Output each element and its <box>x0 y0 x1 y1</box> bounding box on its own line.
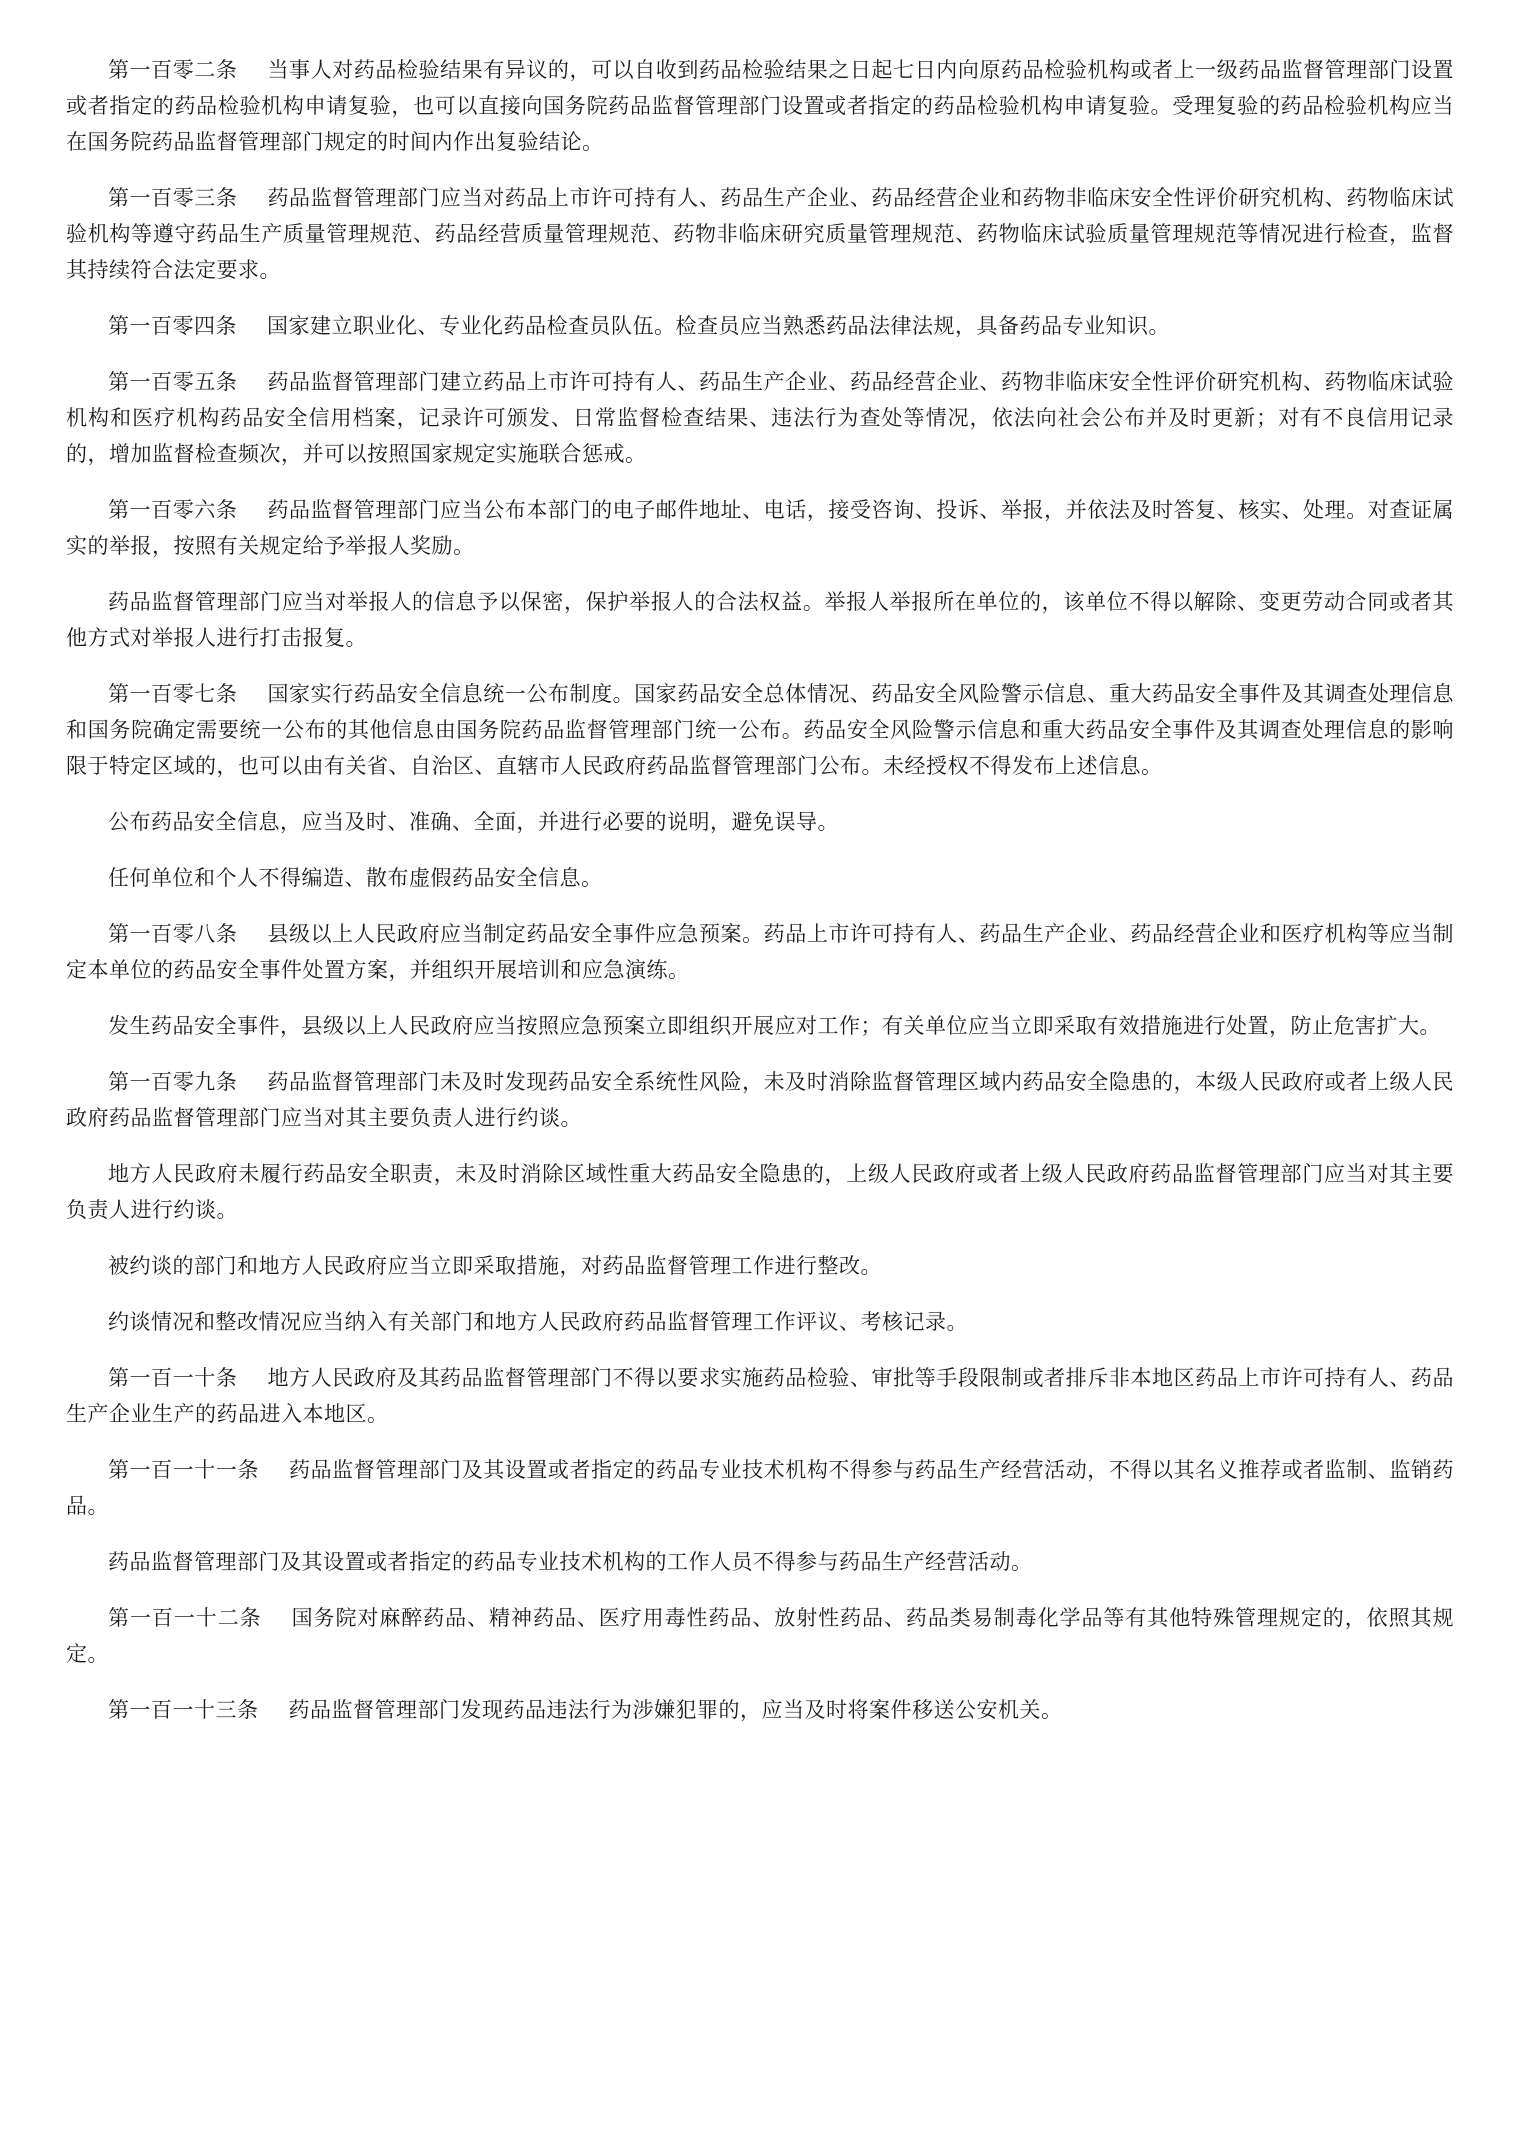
paragraph-text: 国务院对麻醉药品、精神药品、医疗用毒性药品、放射性药品、药品类易制毒化学品等有其他特殊管理规定的，依照其规定。 <box>66 1606 1455 1666</box>
paragraph-text: 任何单位和个人不得编造、散布虚假药品安全信息。 <box>108 866 603 890</box>
paragraph-text: 地方人民政府及其药品监督管理部门不得以要求实施药品检验、审批等手段限制或者排斥非本地区药品上市许可持有人、药品生产企业生产的药品进入本地区。 <box>66 1366 1454 1426</box>
paragraph-text: 药品监督管理部门及其设置或者指定的药品专业技术机构不得参与药品生产经营活动，不得以其名义推荐或者监制、监销药品。 <box>66 1458 1455 1518</box>
paragraph-text: 国家实行药品安全信息统一公布制度。国家药品安全总体情况、药品安全风险警示信息、重大药品安全事件及其调查处理信息和国务院确定需要统一公布的其他信息由国务院药品监督管理部门统一公布。药品安全风险警示信息和重大药品安全事件及其调查处理信息的影响限于特定区域的，也可以由有关省、自治区、直辖市人民政府药品监督管理部门公布。未经授权不得发布上述信息。 <box>66 682 1454 778</box>
article-number: 第一百零八条 <box>108 922 238 946</box>
paragraph-text: 县级以上人民政府应当制定药品安全事件应急预案。药品上市许可持有人、药品生产企业、药品经营企业和医疗机构等应当制定本单位的药品安全事件处置方案，并组织开展培训和应急演练。 <box>66 922 1454 982</box>
paragraph-text: 发生药品安全事件，县级以上人民政府应当按照应急预案立即组织开展应对工作；有关单位应当立即采取有效措施进行处置，防止危害扩大。 <box>108 1014 1441 1038</box>
paragraph-article-108-clause-2 <box>66 1008 1454 1044</box>
paragraph-article-106 <box>66 492 1454 564</box>
paragraph-text: 药品监督管理部门应当公布本部门的电子邮件地址、电话，接受咨询、投诉、举报，并依法及时答复、核实、处理。对查证属实的举报，按照有关规定给予举报人奖励。 <box>66 498 1454 558</box>
paragraph-article-109-clause-3 <box>66 1248 1454 1284</box>
paragraph-article-105 <box>66 364 1454 472</box>
paragraph-article-113 <box>66 1692 1454 1728</box>
article-number: 第一百一十条 <box>108 1366 238 1390</box>
paragraph-article-109 <box>66 1064 1454 1136</box>
article-number: 第一百一十三条 <box>108 1698 259 1722</box>
paragraph-text: 国家建立职业化、专业化药品检查员队伍。检查员应当熟悉药品法律法规，具备药品专业知识。 <box>267 314 1170 338</box>
article-number: 第一百零三条 <box>108 186 238 210</box>
paragraph-article-106-clause-2 <box>66 584 1454 656</box>
paragraph-text: 药品监督管理部门未及时发现药品安全系统性风险，未及时消除监督管理区域内药品安全隐患的，本级人民政府或者上级人民政府药品监督管理部门应当对其主要负责人进行约谈。 <box>66 1070 1454 1130</box>
paragraph-text: 当事人对药品检验结果有异议的，可以自收到药品检验结果之日起七日内向原药品检验机构或者上一级药品监督管理部门设置或者指定的药品检验机构申请复验，也可以直接向国务院药品监督管理部门设置或者指定的药品检验机构申请复验。受理复验的药品检验机构应当在国务院药品监督管理部门规定的时间内作出复验结论。 <box>66 58 1454 154</box>
article-number: 第一百一十二条 <box>108 1606 262 1630</box>
paragraph-text: 约谈情况和整改情况应当纳入有关部门和地方人民政府药品监督管理工作评议、考核记录。 <box>108 1310 968 1334</box>
article-number: 第一百零五条 <box>108 370 238 394</box>
paragraph-article-109-clause-4 <box>66 1304 1454 1340</box>
paragraph-article-108 <box>66 916 1454 988</box>
paragraph-article-110 <box>66 1360 1454 1432</box>
article-number: 第一百零六条 <box>108 498 238 522</box>
paragraph-text: 被约谈的部门和地方人民政府应当立即采取措施，对药品监督管理工作进行整改。 <box>108 1254 882 1278</box>
article-number: 第一百零四条 <box>108 314 237 338</box>
paragraph-article-107-clause-3 <box>66 860 1454 896</box>
paragraph-article-103 <box>66 180 1454 288</box>
paragraph-text: 药品监督管理部门建立药品上市许可持有人、药品生产企业、药品经营企业、药物非临床安全性评价研究机构、药物临床试验机构和医疗机构药品安全信用档案，记录许可颁发、日常监督检查结果、违法行为查处等情况，依法向社会公布并及时更新；对有不良信用记录的，增加监督检查频次，并可以按照国家规定实施联合惩戒。 <box>66 370 1454 466</box>
paragraph-article-104 <box>66 308 1454 344</box>
article-number: 第一百零七条 <box>108 682 238 706</box>
article-number: 第一百零九条 <box>108 1070 238 1094</box>
paragraph-text: 地方人民政府未履行药品安全职责，未及时消除区域性重大药品安全隐患的，上级人民政府或者上级人民政府药品监督管理部门应当对其主要负责人进行约谈。 <box>66 1162 1454 1222</box>
paragraph-text: 公布药品安全信息，应当及时、准确、全面，并进行必要的说明，避免误导。 <box>108 810 839 834</box>
paragraph-article-102 <box>66 52 1454 160</box>
paragraph-article-109-clause-2 <box>66 1156 1454 1228</box>
paragraph-article-112 <box>66 1600 1454 1672</box>
paragraph-text: 药品监督管理部门及其设置或者指定的药品专业技术机构的工作人员不得参与药品生产经营活动。 <box>108 1550 1033 1574</box>
paragraph-text: 药品监督管理部门发现药品违法行为涉嫌犯罪的，应当及时将案件移送公安机关。 <box>288 1698 1063 1722</box>
paragraph-article-111-clause-2 <box>66 1544 1454 1580</box>
paragraph-text: 药品监督管理部门应当对药品上市许可持有人、药品生产企业、药品经营企业和药物非临床安全性评价研究机构、药物临床试验机构等遵守药品生产质量管理规范、药品经营质量管理规范、药物非临床研究质量管理规范、药物临床试验质量管理规范等情况进行检查，监督其持续符合法定要求。 <box>66 186 1454 282</box>
article-number: 第一百零二条 <box>108 58 238 82</box>
paragraph-text: 药品监督管理部门应当对举报人的信息予以保密，保护举报人的合法权益。举报人举报所在单位的，该单位不得以解除、变更劳动合同或者其他方式对举报人进行打击报复。 <box>66 590 1454 650</box>
paragraph-article-111 <box>66 1452 1454 1524</box>
paragraph-article-107 <box>66 676 1454 784</box>
article-number: 第一百一十一条 <box>108 1458 260 1482</box>
paragraph-article-107-clause-2 <box>66 804 1454 840</box>
